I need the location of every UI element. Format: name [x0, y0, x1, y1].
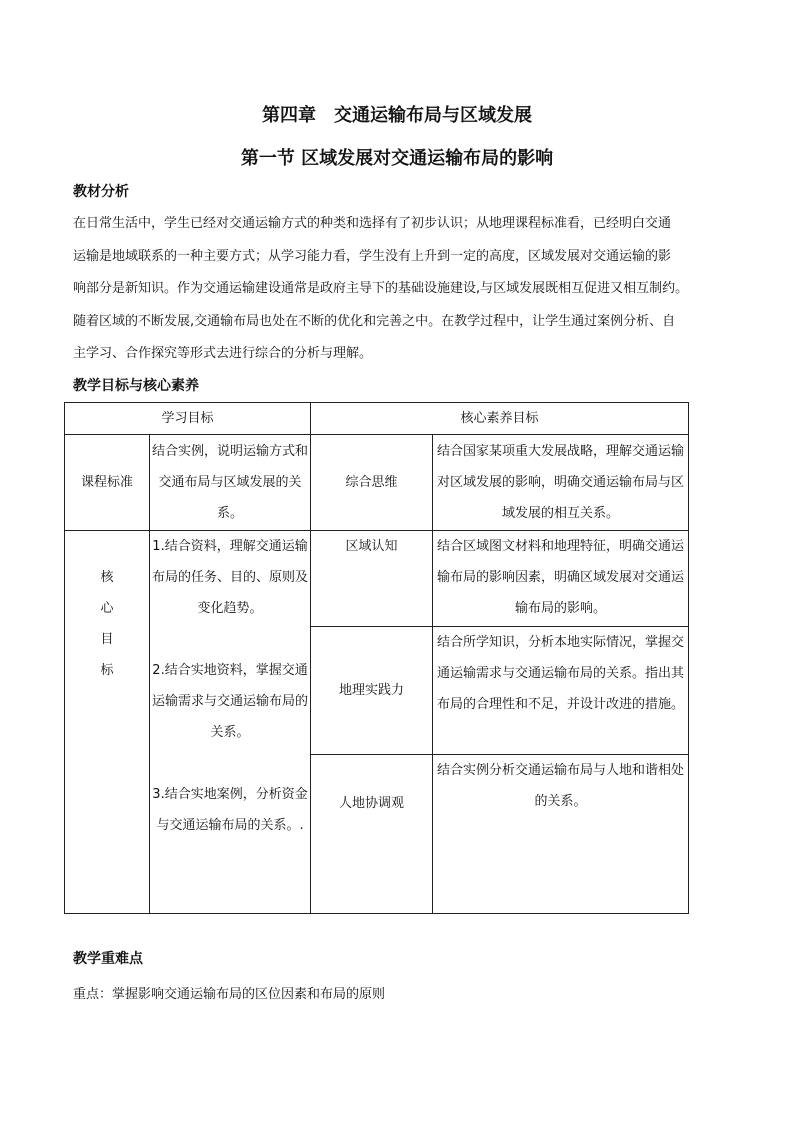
section-title: 第一节 区域发展对交通运输布局的影响 — [240, 148, 554, 169]
course-standard-label: 课程标准 — [65, 435, 150, 531]
analysis-heading: 教材分析 — [73, 184, 129, 200]
core-label-char: 心 — [100, 601, 114, 616]
key-point-text: 重点：掌握影响交通运输布局的区位因素和布局的原则 — [73, 987, 386, 1002]
analysis-line: 主学习、合作探究等形式去进行综合的分析与理解。 — [73, 346, 373, 361]
analysis-line: 运输是地域联系的一种主要方式；从学习能力看，学生没有上升到一定的高度，区域发展对交通运输的影 — [73, 248, 672, 264]
core-label-char: 核 — [100, 570, 114, 585]
objective-item: 2.结合实地资料，掌握交通运输需求与交通运输布局的关系。 — [152, 663, 309, 740]
header-core-competency: 核心素养目标 — [311, 403, 689, 435]
competency-name: 地理实践力 — [311, 627, 433, 755]
core-goals-label — [65, 531, 150, 914]
analysis-line: 在日常生活中，学生已经对交通运输方式的种类和选择有了初步认识；从地理课程标准看，已经明白交通 — [73, 216, 672, 231]
header-learning-goals: 学习目标 — [65, 403, 311, 435]
goals-heading: 教学目标与核心素养 — [73, 378, 199, 394]
competency-desc: 结合国家某项重大发展战略，理解交通运输对区域发展的影响，明确交通运输布局与区域发展的相互关系。 — [433, 435, 689, 531]
objective-item: 3.结合实地案例，分析资金与交通运输布局的关系。. — [152, 787, 308, 833]
competency-desc: 结合实例分析交通运输布局与人地和谐相处的关系。 — [433, 755, 689, 914]
chapter-title: 第四章 交通运输布局与区域发展 — [262, 105, 532, 126]
key-points-heading: 教学重难点 — [73, 951, 143, 967]
competency-desc: 结合所学知识，分析本地实际情况，掌握交通运输需求与交通运输布局的关系。指出其布局的合理性和不足，并设计改进的措施。 — [433, 627, 689, 755]
core-label-char: 标 — [100, 663, 114, 678]
analysis-line: 响部分是新知识。作为交通运输建设通常是政府主导下的基础设施建设,与区域发展既相互促进又相互制约。 — [73, 281, 689, 296]
goals-table — [64, 402, 689, 914]
learning-objectives — [150, 531, 311, 914]
objective-item: 1.结合资料，理解交通运输布局的任务、目的、原则及变化趋势。 — [152, 539, 309, 616]
analysis-line: 随着区域的不断发展,交通输布局也处在不断的优化和完善之中。在教学过程中，让学生通过案例分析、自 — [73, 313, 676, 329]
competency-name: 人地协调观 — [311, 755, 433, 914]
core-label-char: 目 — [100, 632, 114, 647]
course-standard-text: 结合实例，说明运输方式和交通布局与区域发展的关系。 — [150, 435, 311, 531]
competency-name: 综合思维 — [311, 435, 433, 531]
analysis-paragraph — [73, 208, 733, 371]
competency-name: 区域认知 — [311, 531, 433, 627]
competency-desc: 结合区域图文材料和地理特征，明确交通运输布局的影响因素，明确区域发展对交通运输布局的影响。 — [433, 531, 689, 627]
